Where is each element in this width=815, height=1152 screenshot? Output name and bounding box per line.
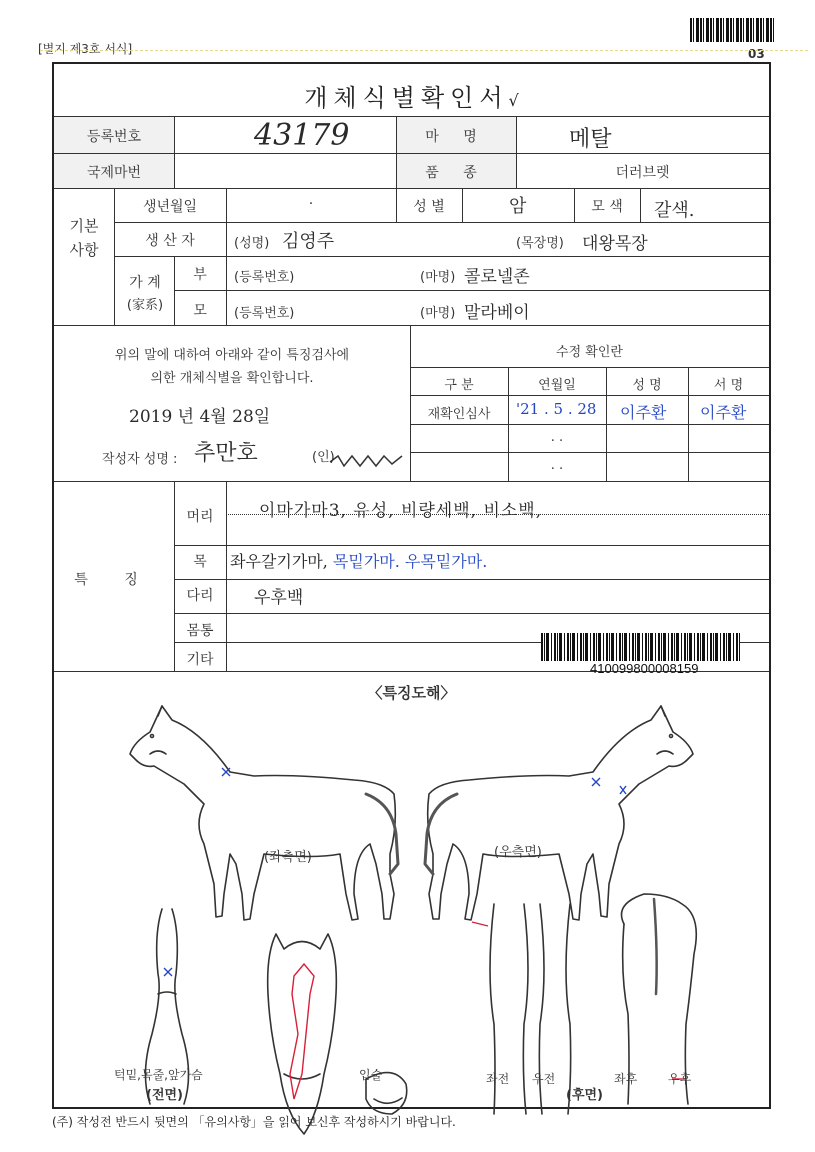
seal-label: (인) [312,450,335,465]
horse-right-side-drawing [425,706,693,920]
color-value: 갈색. [654,200,695,221]
footer-note: (주) 작성전 반드시 뒷면의 「유의사항」을 읽어 보신후 작성하시기 바랍니다. [52,1115,456,1129]
rev-row1-name: 이주환 [620,403,667,422]
horse-name-value: 메탈 [569,127,612,152]
feature-body-label: 몸통 [186,623,214,639]
signature-scribble [330,452,410,472]
rev-header-type: 구 분 [444,378,474,393]
confirm-date: 2019 년 4월 28일 [129,407,271,427]
right-side-label: (우측면) [494,845,542,860]
basic-section-label: 기본사항 [69,217,99,259]
feature-head-value: 이마가마3, 유성, 비량세백, 비소백, [259,501,543,521]
writer-label: 작성자 성명 : [102,452,178,467]
rev-row1-type: 재확인심사 [427,407,491,422]
breed-label: 품 종 [425,165,487,181]
sire-name-label: (마명) [420,270,456,285]
sire-reg-label: (등록번호) [234,270,295,285]
feature-leg-value: 우후백 [254,588,304,608]
breeder-name-value: 김영주 [282,231,335,252]
sex-value: 암 [509,196,527,217]
form-title: 개체식별확인서√ [304,84,519,112]
birth-label: 생년월일 [142,199,198,215]
family-label: 가 계 [129,275,161,291]
breeder-label: 생 산 자 [145,233,195,249]
rev-header-sign: 서 명 [713,378,744,393]
horse-head-front-drawing [268,934,337,1134]
reg-no-label: 등록번호 [86,129,142,145]
feature-head-label: 머리 [186,509,214,525]
rev-row2-date: . . [550,430,564,445]
feature-other-label: 기타 [186,652,214,668]
intl-no-label: 국제마번 [86,165,142,181]
form-tag: [별지 제3호 서식] [38,42,133,56]
reg-no-value: 43179 [254,118,350,153]
rev-row1-date: '21 . 5 . 28 [516,400,597,418]
dam-name-value: 말라베이 [464,303,530,323]
sire-name-value: 콜로넬존 [464,267,530,287]
family-hanja: (家系) [126,298,164,313]
rear-back-right-label: 우후 [668,1072,692,1086]
rear-front-right-label: 우전 [532,1072,556,1086]
dam-reg-label: (등록번호) [234,306,295,321]
feature-neck-label: 목 [193,554,207,570]
birth-value: · [308,196,314,212]
top-barcode [690,18,776,42]
dam-label: 모 [193,303,207,319]
farm-value: 대왕목장 [582,234,648,254]
page-number: 03 [748,47,765,61]
rear-back-left-label: 좌후 [614,1072,638,1086]
rev-row3-date: . . [550,458,564,473]
rear-label: (후면) [566,1088,603,1103]
feature-leg-label: 다리 [186,588,214,604]
confirm-text-line1: 위의 말에 대하여 아래와 같이 특징검사에 [114,348,350,363]
left-side-label: (좌측면) [264,850,312,865]
features-section-label: 특 징 [74,572,154,588]
rev-header-date: 연월일 [538,378,576,393]
sex-label: 성 별 [413,199,445,215]
form-barcode [541,633,740,661]
identification-form [52,62,771,1109]
lip-label: 입술 [359,1068,383,1082]
front-label: (전면) [146,1088,183,1103]
horse-name-label: 마 명 [425,129,487,145]
confirm-text-line2: 의한 개체식별을 확인합니다. [150,371,314,386]
header-divider [40,50,808,51]
breeder-name-label: (성명) [234,236,270,251]
front-caption: 턱밑,목줄,앞가슴 [114,1068,203,1082]
rev-header-name: 성 명 [632,378,662,393]
breed-value: 더러브렛 [615,165,670,181]
horse-left-side-drawing [130,706,398,920]
rev-row1-sign: 이주환 [700,403,747,422]
diagram-title: 〈특징도해〉 [367,684,456,702]
feature-neck-value: 좌우갈기가마, 목밑가마. 우목밑가마. [230,552,488,571]
horse-diagram [54,694,769,1094]
sire-label: 부 [193,267,207,283]
dam-name-label: (마명) [420,306,456,321]
rear-front-left-label: 좌전 [486,1072,510,1086]
revision-title: 수정 확인란 [556,345,623,360]
writer-value: 추만호 [194,441,258,466]
farm-label: (목장명) [516,236,564,251]
color-label: 모 색 [591,199,623,215]
barcode-number: 410099800008159 [590,661,699,676]
